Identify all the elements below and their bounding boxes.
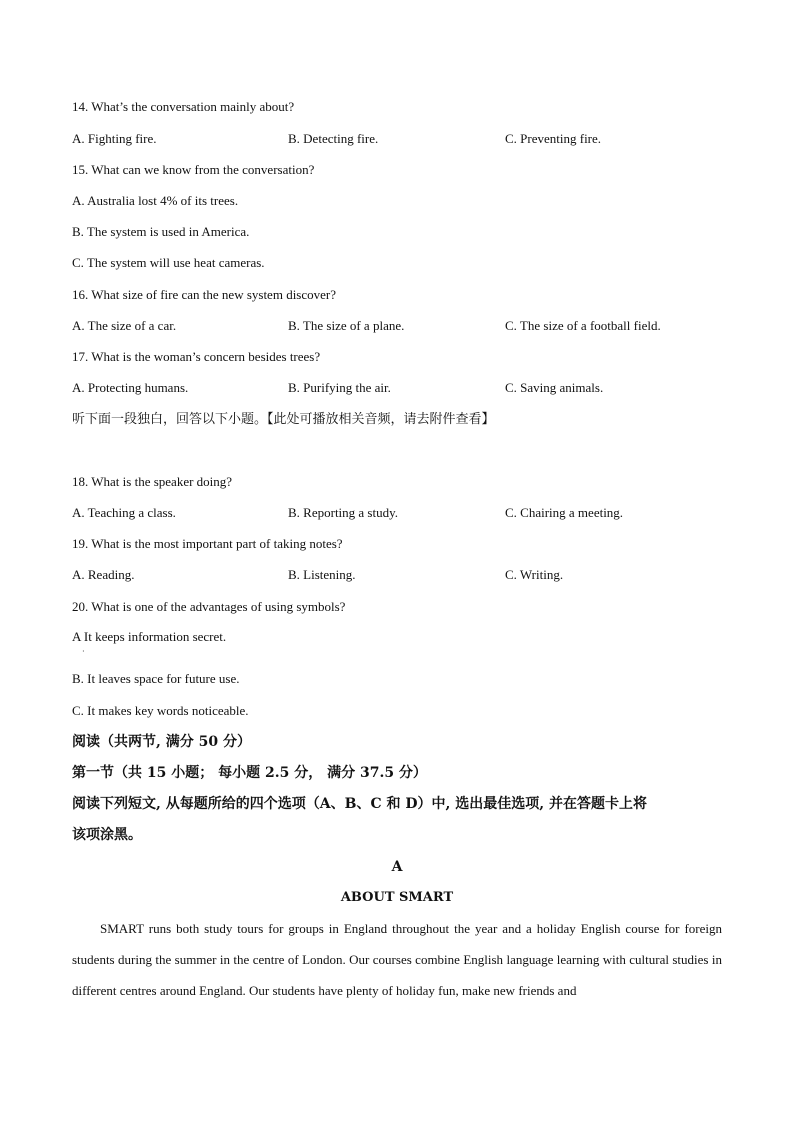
question-17-stem: 17. What is the woman’s concern besides trees? — [72, 349, 321, 364]
question-17-option-a: A. Protecting humans. — [72, 380, 189, 395]
question-15-stem: 15. What can we know from the conversation? — [72, 162, 315, 177]
passage-title: ABOUT SMART — [340, 890, 454, 905]
question-16-option-a: A. The size of a car. — [72, 318, 177, 333]
question-15-option-c: C. The system will use heat cameras. — [72, 255, 265, 270]
question-18-stem: 18. What is the speaker doing? — [72, 474, 233, 489]
question-14-stem: 14. What’s the conversation mainly about? — [72, 99, 295, 114]
question-19-option-a: A. Reading. — [72, 567, 135, 582]
question-20-option-a: A It keeps information secret. — [72, 629, 227, 644]
question-15-option-a: A. Australia lost 4% of its trees. — [72, 193, 239, 208]
question-20-option-c: C. It makes key words noticeable. — [72, 703, 249, 718]
question-19-stem: 19. What is the most important part of taking notes? — [72, 536, 343, 551]
reading-instruction-line-1: 阅读下列短文, 从每题所给的四个选项（A、B、C 和 D）中, 选出最佳选项, 并在答题卡上将 — [72, 796, 647, 812]
reading-part-title: 第一节（共 15 小题； 每小题 2.5 分， 满分 37.5 分） — [72, 765, 427, 781]
question-20-stem: 20. What is one of the advantages of using symbols? — [72, 599, 346, 614]
listening-instruction: 听下面一段独白，回答以下小题。【此处可播放相关音频，请去附件查看】 — [72, 412, 495, 427]
question-14-option-a: A. Fighting fire. — [72, 131, 157, 146]
question-18-option-b: B. Reporting a study. — [288, 505, 399, 520]
question-19-option-c: C. Writing. — [505, 567, 564, 582]
passage-label: A — [391, 859, 403, 875]
question-19-option-b: B. Listening. — [288, 567, 356, 582]
question-18-option-a: A. Teaching a class. — [72, 505, 176, 520]
question-15-option-b: B. The system is used in America. — [72, 224, 250, 239]
question-18-option-c: C. Chairing a meeting. — [505, 505, 624, 520]
question-16-option-c: C. The size of a football field. — [505, 318, 661, 333]
question-16-option-b: B. The size of a plane. — [288, 318, 405, 333]
reading-section-title: 阅读（共两节, 满分 50 分） — [72, 734, 251, 750]
question-20-option-b: B. It leaves space for future use. — [72, 671, 240, 686]
passage-paragraph: SMART runs both study tours for groups in England throughout the year and a holiday English course for foreign students during the summer in the centre of London. Our courses combine English language learning with cultural studies in different centres around England. Our students have plenty of holiday fun, make new friends and — [72, 921, 722, 998]
question-14-option-c: C. Preventing fire. — [505, 131, 602, 146]
question-16-stem: 16. What size of fire can the new system discover? — [72, 287, 336, 302]
question-17-option-c: C. Saving animals. — [505, 380, 604, 395]
question-17-option-b: B. Purifying the air. — [288, 380, 391, 395]
stray-dot-mark: · — [82, 647, 85, 656]
question-14-option-b: B. Detecting fire. — [288, 131, 379, 146]
reading-instruction-line-2: 该项涂黑。 — [72, 827, 142, 843]
